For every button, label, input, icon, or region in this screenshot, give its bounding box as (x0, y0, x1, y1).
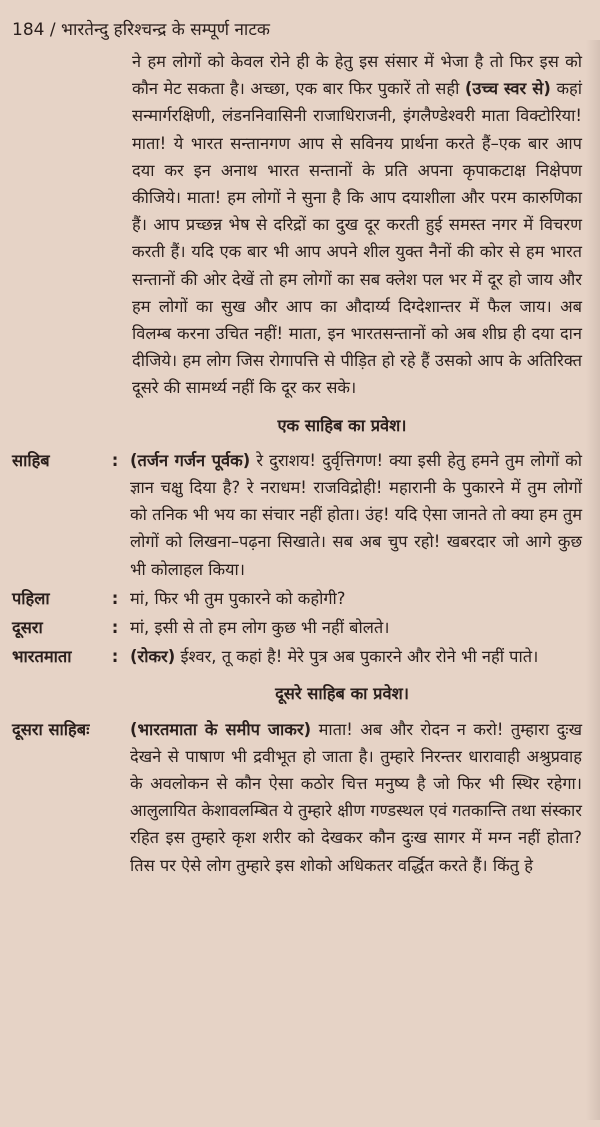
speaker-colon: : (111, 450, 119, 470)
dialogue-line (12, 716, 582, 879)
dialogue-text (130, 716, 582, 879)
stage-direction: (रोकर) (130, 647, 176, 667)
speaker-name: साहिब (12, 450, 50, 470)
dialogue-line (12, 585, 582, 612)
dialogue-text (130, 447, 582, 583)
stage-direction: (भारतमाता के समीप जाकर) (130, 719, 312, 739)
speaker-name: पहिला (12, 588, 50, 608)
dialogue-line (12, 447, 582, 583)
speaker-name: भारतमाता (12, 647, 72, 667)
speaker-name: दूसरा साहिबः (12, 719, 90, 739)
page-edge-shadow (586, 40, 600, 1120)
speaker-name: दूसरा (12, 618, 43, 638)
stage-direction: (उच्च स्वर से) (464, 79, 551, 99)
page-header (12, 16, 582, 46)
book-title: भारतेन्दु हरिश्चन्द्र के सम्पूर्ण नाटक (61, 20, 270, 40)
speech: माता! अब और रोदन न करो! तुम्हारा दुःख देखने से पाषाण भी द्रवीभूत हो जाता है। तुम्हारे निरन्तर धारावाही अश्रुप्रवाह के अवलोकन से कौन ऐसा कठोर चित्त मनुष्य है जो फिर भी स्थिर रहेगा। आलुलायित केशावलम्बित ये तुम्हारे क्षीण गण्डस्थल एवं गतकान्ति तथा संस्कार रहित इस तुम्हारे कृश शरीर को देखकर कौन दुःख सागर में मग्न नहीं होता? तिस पर ऐसे लोग तुम्हारे इस शोको अधिकतर वर्द्धित करते हैं। किंतु हे (130, 719, 583, 875)
speech: मां, फिर भी तुम पुकारने को कहोगी? (130, 588, 346, 608)
opening-text-part1: ने हम लोगों को केवल रोने ही के हेतु इस संसार में भेजा है तो फिर इस को कौन मेट सकता है। अच्छा, एक बार फिर पुकारें तो सही (132, 52, 582, 99)
opening-paragraph (12, 48, 582, 402)
stage-direction: (तर्जन गर्जन पूर्वक) (130, 450, 251, 470)
speaker-colon: : (111, 618, 119, 638)
dialogue-line (12, 614, 582, 641)
page-number: 184 (12, 20, 45, 40)
speech: मां, इसी से तो हम लोग कुछ भी नहीं बोलते। (130, 618, 390, 638)
dialogue-text (130, 643, 582, 670)
speaker-colon: : (111, 647, 119, 667)
speech: रे दुराशय! दुर्वृत्तिगण! क्या इसी हेतु हमने तुम लोगों को ज्ञान चक्षु दिया है? रे नराधम! राजविद्रोही! महारानी के पुकारने में तुम लोगों को तनिक भी भय का संचार नहीं होता। उंह! यदि ऐसा जानते तो क्या हम तुम लोगों को लिखना–पढ़ना सिखाते। सब अब चुप रहो! खबरदार जो आगे कुछ भी कोलाहल किया। (130, 450, 582, 579)
stage-heading-1: एक साहिब का प्रवेश। (277, 415, 407, 435)
dialogue-line (12, 643, 582, 670)
stage-heading-2: दूसरे साहिब का प्रवेश। (275, 684, 409, 704)
speaker-colon: : (111, 588, 119, 608)
opening-text-part2: कहां सन्मार्गरक्षिणी, लंडननिवासिनी राजाधिराजनी, इंगलैण्डेश्वरी माता विक्टोरिया! माता! ये भारत सन्तानगण आप से सविनय प्रार्थना करते हैं–एक बार आप दया कर इन अनाथ भारत सन्तानों के प्रति अपना कृपाकटाक्ष निक्षेपण कीजिये। माता! हम लोगों ने सुना है कि आप दयाशीला और परम कारुणिका हैं। आप प्रच्छन्न भेष से दरिद्रों का दुख दूर करती हुई समस्त नगर में विचरण करती हैं। यदि एक बार भी आप अपने शील युक्त नैनों की कोर से हम भारत सन्तानों की ओर देखें तो हम लोगों का सब क्लेश पल भर में दूर हो जाय और हम लोगों का सुख और आप का औदार्य्य दिग्देशान्तर में फैल जाय। अब विलम्ब करना उचित नहीं! माता, इन भारतसन्तानों को अब शीघ्र ही दया दान दीजिये। हम लोग जिस रोगापत्ति से पीड़ित हो रहे हैं उसको आप के अतिरिक्त दूसरे की सामर्थ्य नहीं कि दूर कर सके। (132, 79, 582, 398)
speech: ईश्वर, तू कहां है! मेरे पुत्र अब पुकारने और रोने भी नहीं पाते। (180, 647, 539, 667)
header-separator: / (49, 20, 56, 40)
